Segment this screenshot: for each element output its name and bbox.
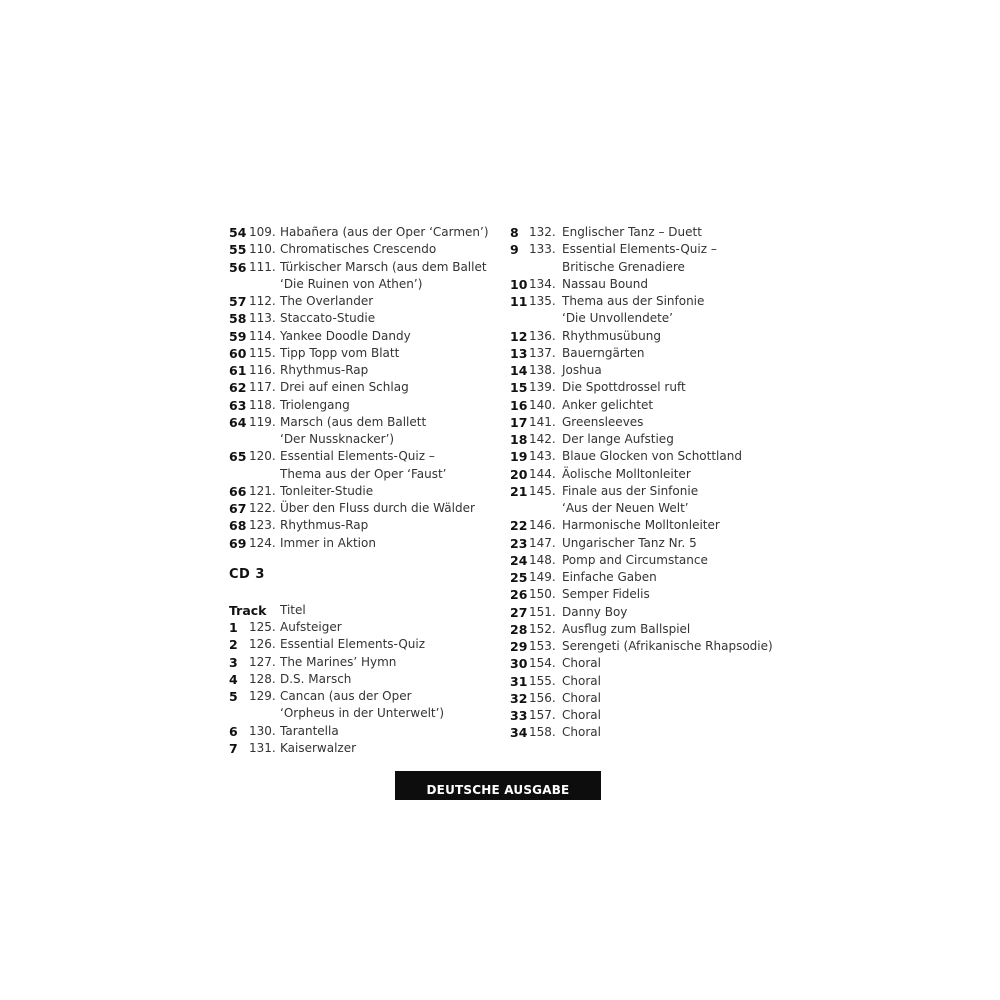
track-number: 56 <box>229 259 247 275</box>
track-title: The Marines’ Hymn <box>280 654 397 669</box>
track-title: Pomp and Circumstance <box>562 552 708 567</box>
track-title: Danny Boy <box>562 604 628 619</box>
track-row <box>510 414 770 431</box>
track-title: Britische Grenadiere <box>562 259 685 274</box>
track-number: 59 <box>229 328 247 344</box>
piece-number: 137. <box>529 345 556 360</box>
track-row <box>510 569 770 586</box>
piece-number: 135. <box>529 294 556 308</box>
cd2-track-list <box>229 224 499 552</box>
track-number: 55 <box>229 242 247 258</box>
piece-number: 110. <box>249 242 276 257</box>
track-title: Drei auf einen Schlag <box>280 380 409 395</box>
track-row-continuation <box>229 705 489 722</box>
track-row <box>229 379 499 396</box>
piece-number: 120. <box>249 449 276 464</box>
track-number: 21 <box>510 483 528 499</box>
track-row <box>510 466 770 483</box>
track-row <box>510 224 770 241</box>
track-row <box>510 483 770 500</box>
track-row <box>229 654 489 671</box>
edition-banner <box>395 771 601 800</box>
track-title: Blaue Glocken von Schottland <box>562 449 742 464</box>
track-title: Harmonische Molltonleiter <box>562 518 720 533</box>
piece-number: 157. <box>529 708 556 722</box>
track-title: Staccato-Studie <box>280 311 376 326</box>
piece-number: 153. <box>529 639 556 653</box>
track-row <box>510 586 770 603</box>
track-number: 66 <box>229 483 247 499</box>
track-list-header <box>229 602 489 619</box>
track-title: Rhythmus-Rap <box>280 363 369 377</box>
track-title: Choral <box>562 725 601 740</box>
track-title: Tonleiter-Studie <box>280 483 374 498</box>
track-title: Joshua <box>562 363 602 377</box>
track-row <box>229 636 489 653</box>
track-number: 8 <box>510 225 519 240</box>
track-title: Türkischer Marsch (aus dem Ballet <box>280 259 487 274</box>
piece-number: 118. <box>249 397 276 412</box>
track-title: ‘Orpheus in der Unterwelt’) <box>280 706 445 721</box>
track-number: 68 <box>229 518 247 534</box>
track-number: 31 <box>510 673 528 689</box>
track-number: 58 <box>229 311 247 327</box>
piece-number: 131. <box>249 740 276 755</box>
track-row <box>510 276 770 293</box>
title-column-header: Titel <box>280 603 306 617</box>
track-column-header: Track <box>229 603 267 618</box>
track-number: 19 <box>510 449 528 465</box>
track-number: 27 <box>510 604 528 620</box>
piece-number: 121. <box>249 483 276 498</box>
track-title: Choral <box>562 673 601 688</box>
piece-number: 114. <box>249 328 276 343</box>
track-row <box>229 241 499 258</box>
piece-number: 148. <box>529 552 556 567</box>
track-number: 34 <box>510 725 528 741</box>
track-row-continuation <box>229 466 499 483</box>
track-title: Ausflug zum Ballspiel <box>562 621 691 636</box>
piece-number: 126. <box>249 637 276 652</box>
track-title: Kaiserwalzer <box>280 740 357 755</box>
track-row <box>510 707 770 724</box>
track-title: ‘Aus der Neuen Welt’ <box>562 501 689 515</box>
track-row <box>510 621 770 638</box>
piece-number: 117. <box>249 380 276 395</box>
track-number: 54 <box>229 225 247 240</box>
track-title: ‘Der Nussknacker’) <box>280 432 395 446</box>
track-row <box>229 448 499 465</box>
piece-number: 119. <box>249 414 276 429</box>
track-number: 33 <box>510 708 528 723</box>
track-row <box>229 259 499 276</box>
track-number: 23 <box>510 535 528 551</box>
track-title: ‘Die Unvollendete’ <box>562 311 673 326</box>
track-title: Immer in Aktion <box>280 535 376 550</box>
track-title: Die Spottdrossel ruft <box>562 380 686 395</box>
track-title: Rhythmusübung <box>562 328 661 343</box>
track-number: 67 <box>229 501 247 516</box>
track-number: 1 <box>229 620 238 635</box>
track-title: Habañera (aus der Oper ‘Carmen’) <box>280 225 489 239</box>
piece-number: 109. <box>249 225 276 239</box>
track-title: Ungarischer Tanz Nr. 5 <box>562 535 697 550</box>
track-number: 57 <box>229 294 247 309</box>
piece-number: 130. <box>249 723 276 738</box>
track-number: 12 <box>510 328 528 344</box>
track-title: Thema aus der Oper ‘Faust’ <box>280 466 447 481</box>
track-row-continuation <box>510 310 770 327</box>
piece-number: 151. <box>529 604 556 619</box>
piece-number: 149. <box>529 570 556 584</box>
track-title: Essential Elements-Quiz – <box>562 242 717 257</box>
track-number: 20 <box>510 466 528 482</box>
track-number: 2 <box>229 637 238 653</box>
piece-number: 139. <box>529 380 556 395</box>
track-row <box>510 673 770 690</box>
track-title: Semper Fidelis <box>562 587 650 602</box>
piece-number: 154. <box>529 656 556 671</box>
piece-number: 152. <box>529 621 556 636</box>
piece-number: 124. <box>249 535 276 550</box>
track-title: Essential Elements-Quiz – <box>280 449 435 464</box>
track-title: Greensleeves <box>562 414 644 429</box>
track-row <box>229 500 499 517</box>
track-title: Triolengang <box>280 397 350 412</box>
track-title: Tarantella <box>280 723 339 738</box>
track-title: Äolische Molltonleiter <box>562 466 691 481</box>
track-number: 24 <box>510 552 528 568</box>
track-row <box>229 740 489 757</box>
track-row <box>229 535 499 552</box>
piece-number: 115. <box>249 345 276 360</box>
piece-number: 134. <box>529 276 556 291</box>
track-row <box>229 362 499 379</box>
track-title: Einfache Gaben <box>562 570 657 584</box>
track-row <box>229 345 499 362</box>
track-row <box>229 688 489 705</box>
piece-number: 156. <box>529 690 556 705</box>
track-row <box>510 638 773 655</box>
track-number: 9 <box>510 242 519 258</box>
piece-number: 112. <box>249 294 276 308</box>
track-number: 22 <box>510 518 528 534</box>
track-row <box>510 724 770 741</box>
piece-number: 141. <box>529 414 556 429</box>
piece-number: 136. <box>529 328 556 343</box>
track-title: Der lange Aufstieg <box>562 432 674 446</box>
piece-number: 122. <box>249 501 276 515</box>
track-title: Choral <box>562 656 601 671</box>
track-number: 26 <box>510 587 528 603</box>
track-row <box>510 293 770 310</box>
piece-number: 116. <box>249 363 276 377</box>
track-number: 14 <box>510 363 528 378</box>
piece-number: 142. <box>529 432 556 446</box>
track-title: Serengeti (Afrikanische Rhapsodie) <box>562 639 773 653</box>
track-number: 6 <box>229 723 238 739</box>
track-number: 30 <box>510 656 528 672</box>
piece-number: 123. <box>249 518 276 533</box>
track-title: Finale aus der Sinfonie <box>562 483 699 498</box>
track-title: Bauerngärten <box>562 345 645 360</box>
track-row <box>229 517 499 534</box>
track-row <box>510 345 770 362</box>
piece-number: 129. <box>249 689 276 703</box>
track-number: 63 <box>229 397 247 413</box>
track-title: Aufsteiger <box>280 620 342 634</box>
track-title: Thema aus der Sinfonie <box>562 294 705 308</box>
track-number: 18 <box>510 432 528 447</box>
track-row <box>229 310 499 327</box>
piece-number: 128. <box>249 671 276 686</box>
track-row <box>510 328 770 345</box>
track-title: Essential Elements-Quiz <box>280 637 426 652</box>
track-row-continuation <box>229 431 499 448</box>
track-row <box>229 224 499 241</box>
track-title: Anker gelichtet <box>562 397 654 412</box>
track-row <box>510 655 770 672</box>
track-number: 16 <box>510 397 528 413</box>
track-number: 3 <box>229 654 238 670</box>
track-title: Choral <box>562 690 601 705</box>
track-row <box>229 483 499 500</box>
track-title: Englischer Tanz – Duett <box>562 225 702 239</box>
track-title: ‘Die Ruinen von Athen’) <box>280 276 423 291</box>
track-row <box>510 604 770 621</box>
track-row <box>229 293 499 310</box>
track-row <box>229 414 499 431</box>
track-row <box>510 448 770 465</box>
track-title: Yankee Doodle Dandy <box>280 328 411 343</box>
track-number: 11 <box>510 294 528 309</box>
track-row <box>229 328 499 345</box>
piece-number: 147. <box>529 535 556 550</box>
track-row <box>510 431 770 448</box>
track-row <box>229 671 489 688</box>
piece-number: 111. <box>249 259 276 274</box>
track-number: 61 <box>229 363 247 378</box>
piece-number: 150. <box>529 587 556 602</box>
piece-number: 125. <box>249 620 276 634</box>
piece-number: 145. <box>529 483 556 498</box>
piece-number: 132. <box>529 225 556 239</box>
piece-number: 113. <box>249 311 276 326</box>
track-number: 65 <box>229 449 247 465</box>
track-row <box>229 397 499 414</box>
track-title: Über den Fluss durch die Wälder <box>280 501 475 515</box>
piece-number: 133. <box>529 242 556 257</box>
track-number: 62 <box>229 380 247 396</box>
piece-number: 158. <box>529 725 556 740</box>
track-title: Choral <box>562 708 601 722</box>
track-number: 15 <box>510 380 528 396</box>
cd3-track-list-right <box>510 224 773 742</box>
track-number: 13 <box>510 345 528 361</box>
track-number: 7 <box>229 740 238 756</box>
track-number: 29 <box>510 639 528 654</box>
track-number: 60 <box>229 345 247 361</box>
track-row <box>229 723 489 740</box>
track-row <box>510 517 770 534</box>
piece-number: 140. <box>529 397 556 412</box>
edition-banner-label: DEUTSCHE AUSGABE <box>426 783 570 797</box>
track-number: 32 <box>510 690 528 706</box>
piece-number: 143. <box>529 449 556 464</box>
track-row <box>510 397 770 414</box>
track-number: 4 <box>229 671 238 687</box>
track-title: Tipp Topp vom Blatt <box>280 345 400 360</box>
track-title: Cancan (aus der Oper <box>280 689 412 703</box>
track-title: Marsch (aus dem Ballett <box>280 414 427 429</box>
track-row-continuation <box>510 259 770 276</box>
track-row <box>510 535 770 552</box>
cd3-heading: CD 3 <box>229 567 265 582</box>
track-row <box>510 690 770 707</box>
track-number: 69 <box>229 535 247 551</box>
track-row-continuation <box>229 276 499 293</box>
track-title: Rhythmus-Rap <box>280 518 369 533</box>
track-title: Chromatisches Crescendo <box>280 242 437 257</box>
track-number: 10 <box>510 276 528 292</box>
track-number: 64 <box>229 414 247 430</box>
track-row <box>229 619 489 636</box>
track-title: D.S. Marsch <box>280 671 352 686</box>
track-title: Nassau Bound <box>562 276 649 291</box>
track-number: 17 <box>510 414 528 430</box>
track-number: 25 <box>510 570 528 585</box>
piece-number: 127. <box>249 654 276 669</box>
track-number: 28 <box>510 621 528 637</box>
track-row <box>510 241 770 258</box>
piece-number: 155. <box>529 673 556 688</box>
piece-number: 138. <box>529 363 556 377</box>
track-row-continuation <box>510 500 770 517</box>
track-row <box>510 362 770 379</box>
track-number: 5 <box>229 689 238 704</box>
piece-number: 144. <box>529 466 556 481</box>
track-row <box>510 379 770 396</box>
piece-number: 146. <box>529 518 556 533</box>
track-row <box>510 552 770 569</box>
cd3-track-list-left <box>229 619 489 757</box>
track-title: The Overlander <box>280 294 374 308</box>
